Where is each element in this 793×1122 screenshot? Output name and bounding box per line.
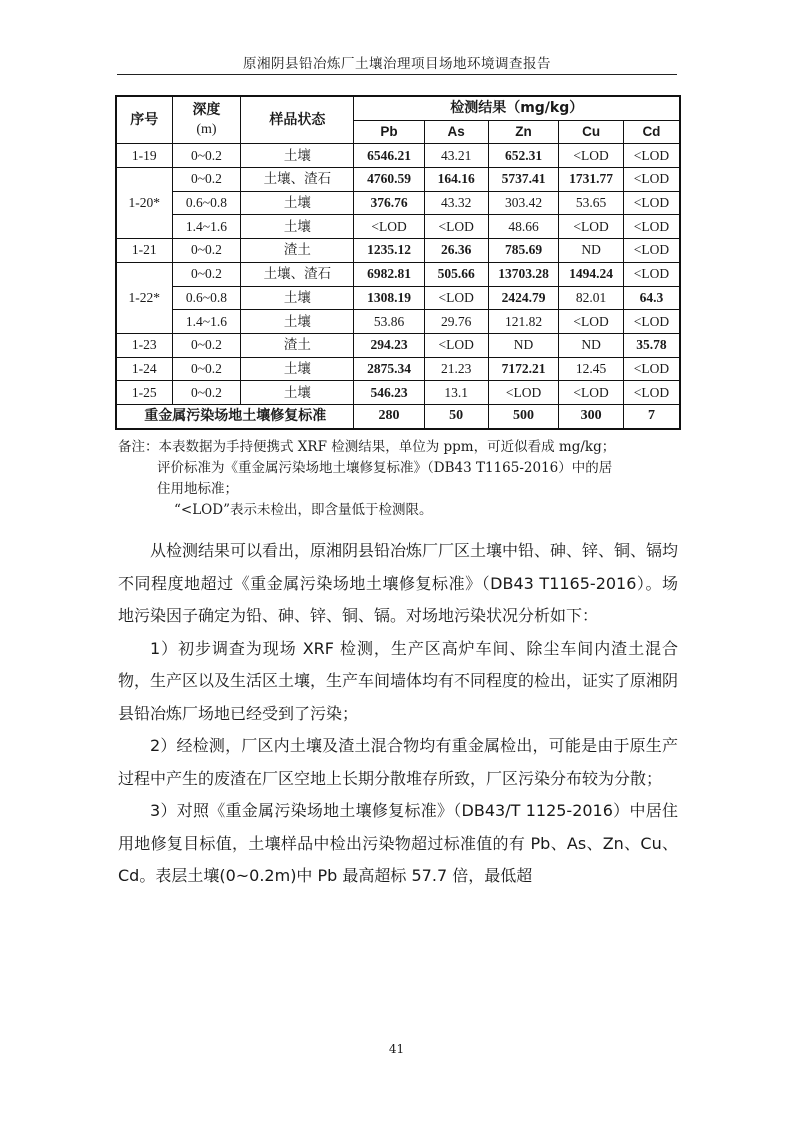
value-as: 164.16 (424, 168, 488, 192)
value-cd: <LOD (623, 310, 680, 334)
sample-no: 1-23 (116, 333, 172, 357)
paragraph: 2）经检测，厂区内土壤及渣土混合物均有重金属检出，可能是由于原生产过程中产生的废渣在厂区空地上长期分散堆存所致，厂区污染分布较为分散； (118, 736, 678, 788)
header-state: 样品状态 (241, 96, 354, 144)
table-row (116, 239, 680, 263)
paragraph: 1）初步调查为现场 XRF 检测，生产区高炉车间、除尘车间内渣土混合物，生产区以及生活区土壤，生产车间墙体均有不同程度的检出，证实了原湘阴县铅冶炼厂场地已经受到了污染； (118, 638, 679, 723)
value-cd: 64.3 (623, 286, 680, 310)
value-as: 13.1 (424, 381, 488, 405)
value-cd: <LOD (623, 262, 680, 286)
sample-depth: 0~0.2 (172, 357, 241, 381)
value-cd: <LOD (623, 144, 680, 168)
standard-cu: 300 (559, 404, 624, 428)
paragraph: 从检测结果可以看出，原湘阴县铅冶炼厂厂区土壤中铅、砷、锌、铜、镉均不同程度地超过《重金属污染场地土壤修复标准》（DB43 T1165-2016）。场地污染因子确定为铅、砷、锌、铜、镉。对场地污染状况分析如下： (118, 541, 679, 625)
table-row (116, 310, 680, 334)
value-pb: <LOD (354, 215, 424, 239)
sample-state: 土壤、渣石 (241, 262, 354, 286)
table-header-row (116, 96, 680, 120)
sample-state: 渣土 (241, 239, 354, 263)
value-cu: <LOD (559, 381, 624, 405)
note-line: 评价标准为《重金属污染场地土壤修复标准》（DB43 T1165-2016）中的居 (157, 460, 613, 476)
value-as: 26.36 (424, 239, 488, 263)
value-cd: 35.78 (623, 333, 680, 357)
value-as: <LOD (424, 286, 488, 310)
page-header: 原湘阴县铅冶炼厂土壤治理项目场地环境调查报告 (243, 56, 551, 72)
sample-depth: 0~0.2 (172, 262, 241, 286)
sample-state: 土壤 (241, 310, 354, 334)
header-results: 检测结果（mg/kg） (354, 96, 680, 120)
sample-depth: 0~0.2 (172, 333, 241, 357)
value-zn: 7172.21 (488, 357, 559, 381)
sample-depth: 0.6~0.8 (172, 286, 241, 310)
value-cd: <LOD (623, 381, 680, 405)
sample-state: 土壤、渣石 (241, 168, 354, 192)
table-row (116, 357, 680, 381)
value-cd: <LOD (623, 191, 680, 215)
value-cd: <LOD (623, 357, 680, 381)
header-depth-label: 深度 (192, 102, 221, 119)
sample-depth: 0~0.2 (172, 381, 241, 405)
table-row (116, 286, 680, 310)
standard-row (116, 404, 680, 428)
sample-no: 1-19 (116, 144, 172, 168)
value-zn: 121.82 (488, 310, 559, 334)
sample-state: 土壤 (241, 191, 354, 215)
table-row (116, 333, 680, 357)
value-pb: 6546.21 (354, 144, 424, 168)
standard-zn: 500 (488, 404, 559, 428)
value-zn: 303.42 (488, 191, 559, 215)
sample-depth: 0.6~0.8 (172, 191, 241, 215)
table-row (116, 215, 680, 239)
sample-depth: 0~0.2 (172, 168, 241, 192)
value-as: <LOD (424, 333, 488, 357)
element-header: Cd (623, 120, 680, 144)
table-row (116, 381, 680, 405)
body-text (118, 535, 678, 893)
value-as: 29.76 (424, 310, 488, 334)
sample-state: 土壤 (241, 286, 354, 310)
header-depth-unit: (m) (196, 122, 217, 138)
value-cu: 82.01 (559, 286, 624, 310)
element-header: Pb (354, 120, 424, 144)
value-pb: 294.23 (354, 333, 424, 357)
table-row (116, 191, 680, 215)
value-zn: 785.69 (488, 239, 559, 263)
value-cd: <LOD (623, 168, 680, 192)
paragraph: 3）对照《重金属污染场地土壤修复标准》（DB43/T 1125-2016）中居住用地修复目标值，土壤样品中检出污染物超过标准值的有 Pb、As、Zn、Cu、Cd。表层土壤(0~0.2m)中 Pb 最高超标 57.7 倍，最低超 (118, 801, 678, 885)
value-pb: 376.76 (354, 191, 424, 215)
results-table (115, 95, 681, 430)
value-cu: 1731.77 (559, 168, 624, 192)
value-zn: <LOD (488, 381, 559, 405)
value-zn: 5737.41 (488, 168, 559, 192)
value-cd: <LOD (623, 239, 680, 263)
value-zn: ND (488, 333, 559, 357)
value-cu: <LOD (559, 215, 624, 239)
header-no: 序号 (116, 96, 172, 144)
standard-cd: 7 (623, 404, 680, 428)
page-number: 41 (388, 1042, 405, 1056)
sample-depth: 0~0.2 (172, 239, 241, 263)
table-note (118, 437, 688, 521)
value-pb: 4760.59 (354, 168, 424, 192)
sample-no: 1-20* (116, 168, 172, 239)
sample-depth: 0~0.2 (172, 144, 241, 168)
standard-as: 50 (424, 404, 488, 428)
value-as: 43.32 (424, 191, 488, 215)
sample-no: 1-21 (116, 239, 172, 263)
table-row (116, 168, 680, 192)
sample-state: 土壤 (241, 381, 354, 405)
value-as: 43.21 (424, 144, 488, 168)
table-row (116, 262, 680, 286)
note-line: 备注：本表数据为手持便携式 XRF 检测结果，单位为 ppm，可近似看成 mg/kg； (118, 439, 616, 455)
value-cd: <LOD (623, 215, 680, 239)
standard-label: 重金属污染场地土壤修复标准 (116, 404, 354, 428)
value-cu: <LOD (559, 144, 624, 168)
value-pb: 1308.19 (354, 286, 424, 310)
value-as: 505.66 (424, 262, 488, 286)
value-zn: 48.66 (488, 215, 559, 239)
sample-state: 土壤 (241, 357, 354, 381)
note-line: “<LOD”表示未检出，即含量低于检测限。 (174, 502, 433, 518)
sample-depth: 1.4~1.6 (172, 310, 241, 334)
header-divider (117, 74, 677, 75)
standard-pb: 280 (354, 404, 424, 428)
note-line: 住用地标准； (157, 481, 238, 497)
value-pb: 1235.12 (354, 239, 424, 263)
element-header: Cu (559, 120, 624, 144)
table-row (116, 144, 680, 168)
sample-state: 土壤 (241, 215, 354, 239)
sample-no: 1-25 (116, 381, 172, 405)
value-cu: ND (559, 239, 624, 263)
value-zn: 2424.79 (488, 286, 559, 310)
sample-no: 1-24 (116, 357, 172, 381)
value-cu: ND (559, 333, 624, 357)
element-header: As (424, 120, 488, 144)
value-cu: <LOD (559, 310, 624, 334)
sample-depth: 1.4~1.6 (172, 215, 241, 239)
value-pb: 53.86 (354, 310, 424, 334)
sample-no: 1-22* (116, 262, 172, 333)
value-cu: 1494.24 (559, 262, 624, 286)
value-pb: 6982.81 (354, 262, 424, 286)
sample-state: 渣土 (241, 333, 354, 357)
value-cu: 53.65 (559, 191, 624, 215)
value-zn: 13703.28 (488, 262, 559, 286)
element-header: Zn (488, 120, 559, 144)
value-zn: 652.31 (488, 144, 559, 168)
value-as: 21.23 (424, 357, 488, 381)
header-depth (172, 96, 241, 144)
value-cu: 12.45 (559, 357, 624, 381)
sample-state: 土壤 (241, 144, 354, 168)
value-pb: 2875.34 (354, 357, 424, 381)
value-pb: 546.23 (354, 381, 424, 405)
value-as: <LOD (424, 215, 488, 239)
